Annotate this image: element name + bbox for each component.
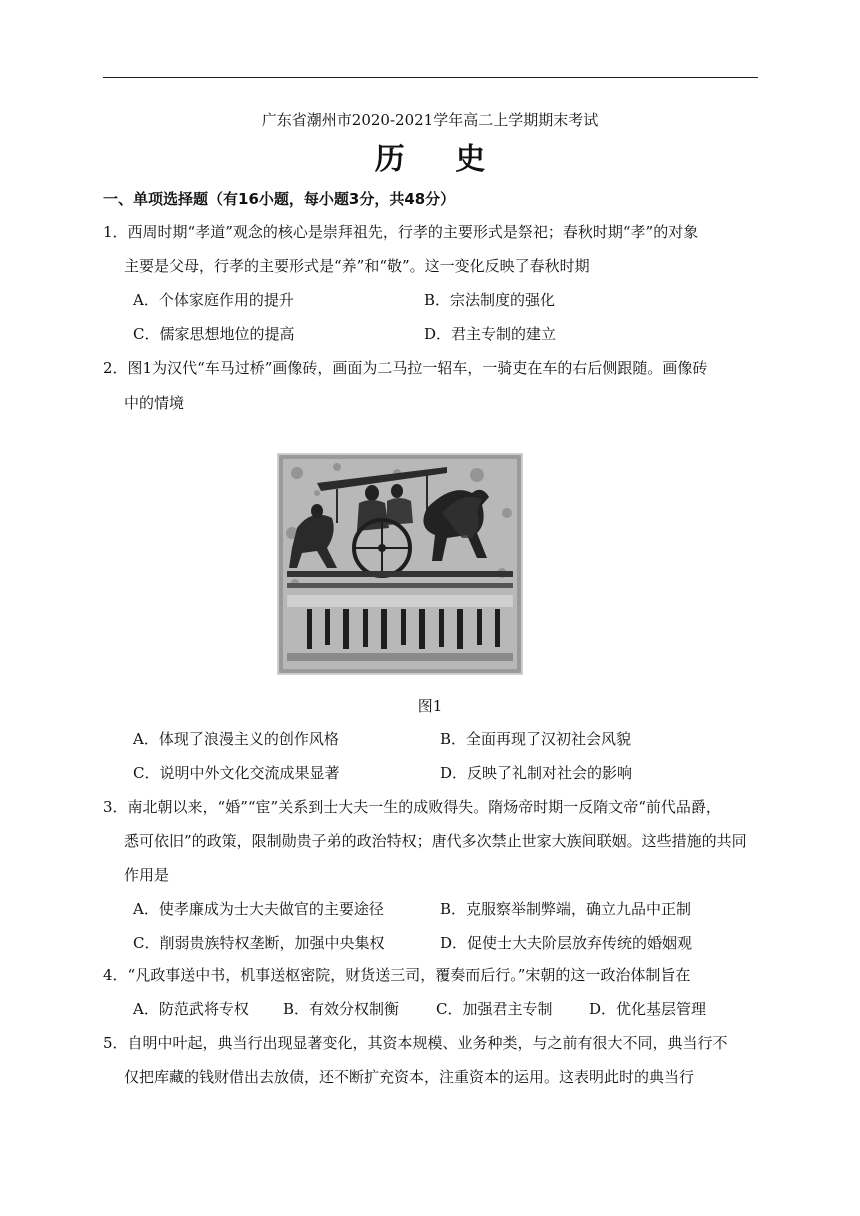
question-2-line-2: 中的情境: [124, 394, 185, 412]
question-3-option-a: A．使孝廉成为士大夫做官的主要途径: [133, 900, 384, 918]
question-3-line-1: 3．南北朝以来，“婚”“宦”关系到士大夫一生的成败得失。隋炀帝时期一反隋文帝“前代品爵，: [103, 798, 721, 816]
question-4-option-b: B．有效分权制衡: [283, 1000, 400, 1018]
han-brick-relief-image: [277, 453, 523, 675]
question-2-line-1: 2．图1为汉代“车马过桥”画像砖，画面为二马拉一轺车，一骑吏在车的右后侧跟随。画像砖: [103, 359, 708, 377]
question-2-option-c: C．说明中外文化交流成果显著: [133, 764, 340, 782]
page-title: 历 史: [374, 142, 506, 177]
question-1-line-2: 主要是父母，行孝的主要形式是“养”和“敬”。这一变化反映了春秋时期: [124, 257, 590, 275]
question-4-line-1: 4．“凡政事送中书，机事送枢密院，财货送三司，覆奏而后行。”宋朝的这一政治体制旨在: [103, 966, 691, 984]
exam-subtitle: 广东省潮州市2020-2021学年高二上学期期末考试: [261, 111, 599, 129]
question-1-option-c: C．儒家思想地位的提高: [133, 325, 295, 343]
question-3-option-c: C．削弱贵族特权垄断，加强中央集权: [133, 934, 385, 952]
question-4-option-d: D．优化基层管理: [589, 1000, 707, 1018]
question-4-option-c: C．加强君主专制: [436, 1000, 553, 1018]
figure-caption: 图1: [417, 697, 443, 715]
question-3-option-d: D．促使士大夫阶层放弃传统的婚姻观: [440, 934, 693, 952]
question-2-option-b: B．全面再现了汉初社会风貌: [440, 730, 632, 748]
header-rule: [103, 77, 758, 78]
question-4-option-a: A．防范武将专权: [133, 1000, 249, 1018]
question-1-option-a: A．个体家庭作用的提升: [133, 291, 294, 309]
question-1-line-1: 1．西周时期“孝道”观念的核心是崇拜祖先，行孝的主要形式是祭祀；春秋时期“孝”的对象: [103, 223, 699, 241]
question-1-option-d: D．君主专制的建立: [424, 325, 557, 343]
question-1-option-b: B．宗法制度的强化: [424, 291, 556, 309]
question-5-line-1: 5．自明中叶起，典当行出现显著变化，其资本规模、业务种类，与之前有很大不同，典当行不: [103, 1034, 728, 1052]
question-3-line-2: 悉可依旧”的政策，限制勋贵子弟的政治特权；唐代多次禁止世家大族间联姻。这些措施的共同: [124, 832, 747, 850]
question-2-option-a: A．体现了浪漫主义的创作风格: [133, 730, 339, 748]
question-3-option-b: B．克服察举制弊端，确立九品中正制: [440, 900, 692, 918]
section-heading: 一、单项选择题（有16小题，每小题3分，共48分）: [103, 190, 456, 208]
question-5-line-2: 仅把库藏的钱财借出去放债，还不断扩充资本，注重资本的运用。这表明此时的典当行: [124, 1068, 695, 1086]
question-3-line-3: 作用是: [124, 866, 170, 884]
question-2-option-d: D．反映了礼制对社会的影响: [440, 764, 633, 782]
